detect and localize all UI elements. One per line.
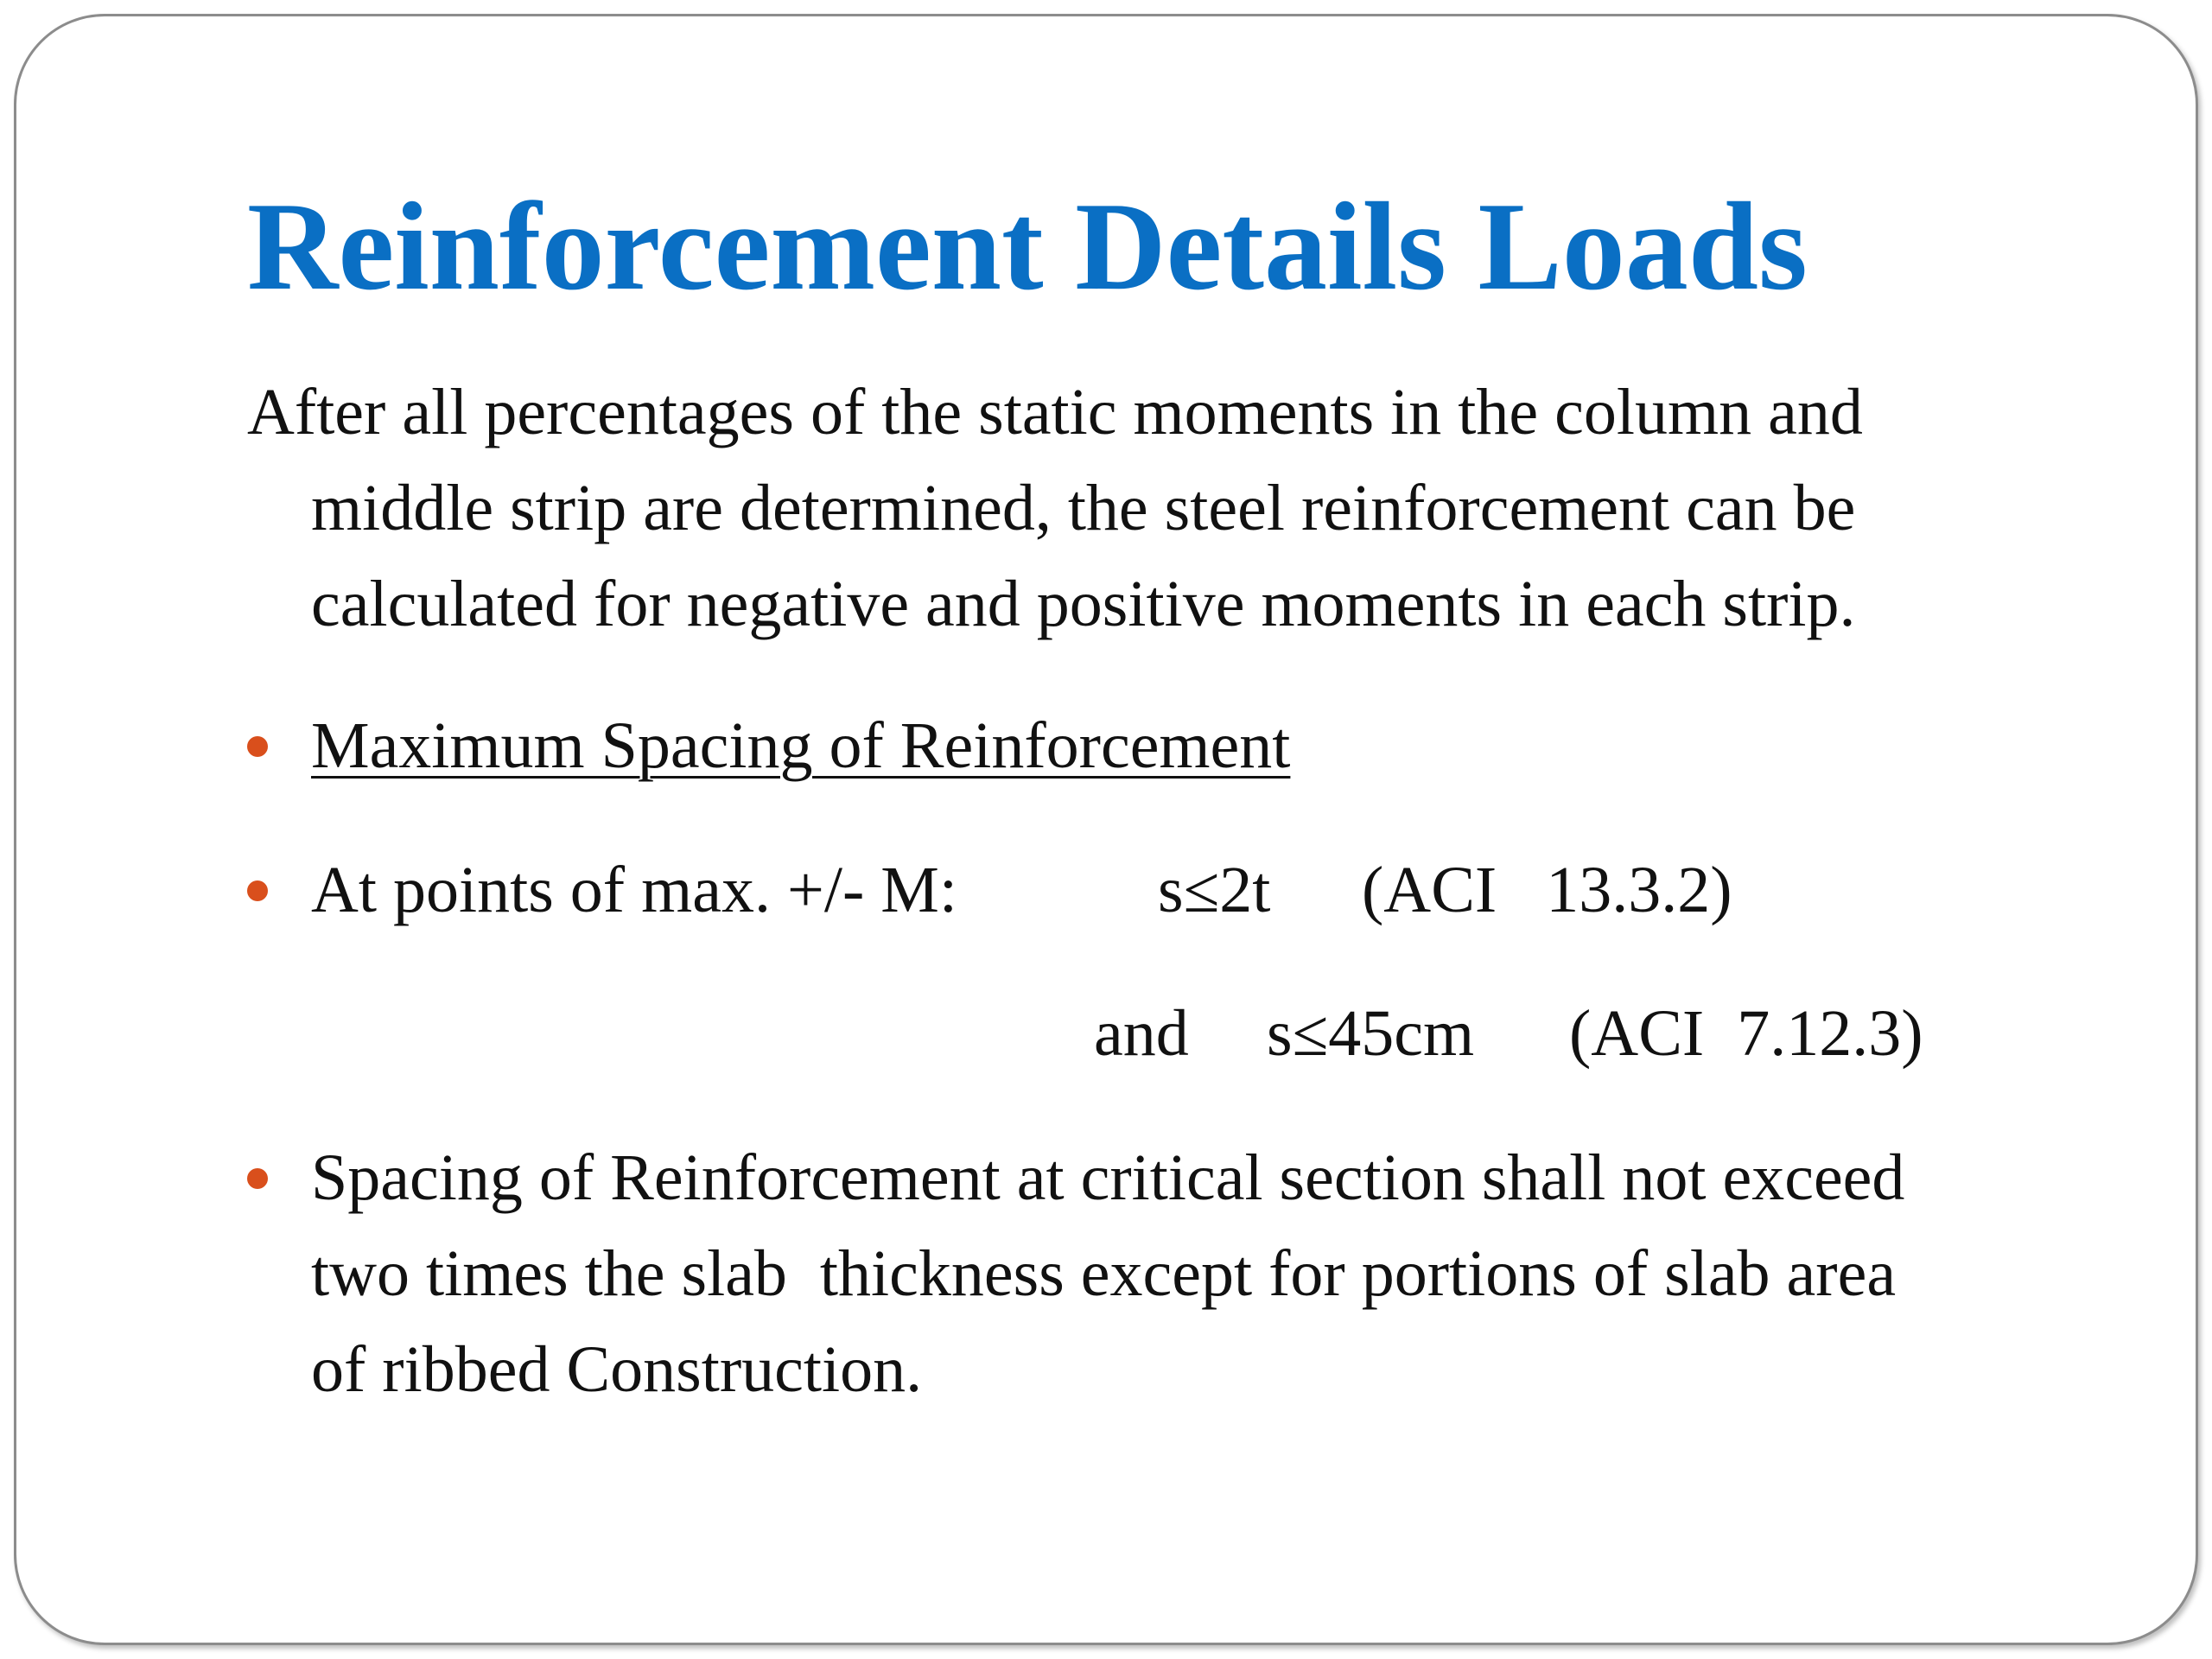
conjunction: and [1094,997,1189,1070]
intro-line-1: After all percentages of the static moments in the column and [247,376,1863,448]
reference-1: (ACI 13.3.2) [1362,854,1732,926]
bullet-paragraph [311,1130,1904,1418]
slide-title: Reinforcement Details Loads [247,176,1808,316]
bullet-dot-icon [247,1168,268,1189]
bullet-label: At points of max. +/- M: [311,854,957,926]
bullet-line-2: two times the slab thickness except for portions of slab area [311,1237,1897,1310]
condition-1: s≤2t [1158,854,1271,926]
reference-2: (ACI 7.12.3) [1569,997,1923,1070]
bullet-dot-icon [247,736,268,757]
bullet-dot-icon [247,880,268,901]
bullet-line-1: Spacing of Reinforcement at critical section shall not exceed [311,1141,1905,1214]
intro-line-2: middle strip are determined, the steel reinforcement can be [311,472,1856,544]
bullet-heading: Maximum Spacing of Reinforcement [311,709,1291,782]
intro-line-3: calculated for negative and positive moments in each strip. [311,568,1856,640]
bullet-item-max-moment [247,842,2079,1070]
bullet-line-3: of ribbed Construction. [311,1333,923,1406]
condition-2: s≤45cm [1267,997,1475,1070]
intro-paragraph [247,365,2062,652]
